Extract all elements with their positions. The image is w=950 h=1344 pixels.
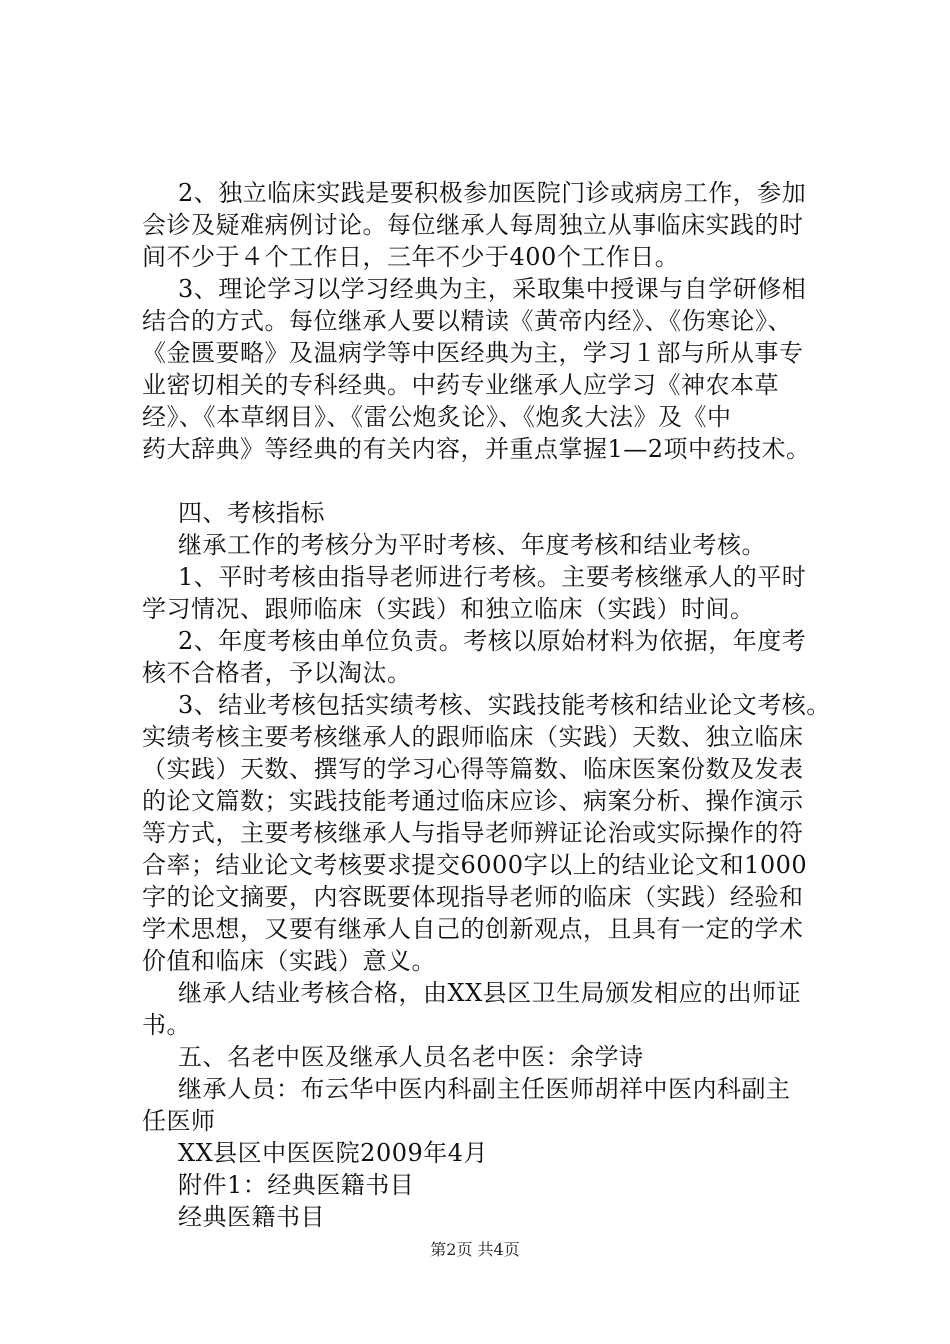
paragraph-line: 继承人员：布云华中医内科副主任医师胡祥中医内科副主	[178, 1075, 791, 1103]
paragraph-line: 价值和临床（实践）意义。	[142, 947, 436, 975]
attachment-title: 经典医籍书目	[178, 1203, 325, 1231]
paragraph-line: 合率；结业论文考核要求提交6000字以上的结业论文和1000	[142, 851, 808, 879]
attachment-line: 附件1：经典医籍书目	[178, 1171, 415, 1199]
paragraph-line: 经》、《本草纲目》、《雷公炮炙论》、《炮炙大法》及《中	[142, 403, 732, 431]
paragraph-line: 实绩考核主要考核继承人的跟师临床（实践）天数、独立临床	[142, 723, 804, 751]
paragraph-line: 间不少于４个工作日，三年不少于400个工作日。	[142, 243, 680, 271]
paragraph-line: 药大辞典》等经典的有关内容，并重点掌握1—2项中药技术。	[142, 435, 811, 463]
paragraph-line: 学习情况、跟师临床（实践）和独立临床（实践）时间。	[142, 595, 755, 623]
section-heading: 四、考核指标	[178, 499, 325, 527]
paragraph-line: 等方式，主要考核继承人与指导老师辨证论治或实际操作的符	[142, 819, 804, 847]
paragraph-line: （实践）天数、撰写的学习心得等篇数、临床医案份数及发表	[142, 755, 804, 783]
signature-line: XX县区中医医院2009年4月	[178, 1139, 489, 1167]
paragraph-line: 继承工作的考核分为平时考核、年度考核和结业考核。	[178, 531, 766, 559]
paragraph-line: 3、结业考核包括实绩考核、实践技能考核和结业论文考核。	[178, 691, 831, 719]
paragraph-line: 2、独立临床实践是要积极参加医院门诊或病房工作，参加	[178, 179, 807, 207]
paragraph-line: 3、理论学习以学习经典为主，采取集中授课与自学研修相	[178, 275, 807, 303]
paragraph-line: 《金匮要略》及温病学等中医经典为主，学习１部与所从事专	[142, 339, 804, 367]
paragraph-line: 的论文篇数；实践技能考通过临床应诊、病案分析、操作演示	[142, 787, 804, 815]
paragraph-line: 1、平时考核由指导老师进行考核。主要考核继承人的平时	[178, 563, 807, 591]
paragraph-line: 会诊及疑难病例讨论。每位继承人每周独立从事临床实践的时	[142, 211, 804, 239]
paragraph-line: 学术思想，又要有继承人自己的创新观点，且具有一定的学术	[142, 915, 804, 943]
paragraph-line: 业密切相关的专科经典。中药专业继承人应学习《神农本草	[142, 371, 779, 399]
page-footer: 第2页 共4页	[430, 1240, 520, 1259]
section-heading: 五、名老中医及继承人员名老中医：余学诗	[178, 1043, 644, 1071]
paragraph-line: 任医师	[142, 1107, 216, 1135]
paragraph-line: 字的论文摘要，内容既要体现指导老师的临床（实践）经验和	[142, 883, 804, 911]
paragraph-line: 继承人结业考核合格，由XX县区卫生局颁发相应的出师证	[178, 979, 802, 1007]
paragraph-line: 核不合格者，予以淘汰。	[142, 659, 412, 687]
paragraph-line: 结合的方式。每位继承人要以精读《黄帝内经》、《伤寒论》、	[142, 307, 792, 335]
paragraph-line: 书。	[142, 1011, 191, 1039]
paragraph-line: 2、年度考核由单位负责。考核以原始材料为依据，年度考	[178, 627, 807, 655]
